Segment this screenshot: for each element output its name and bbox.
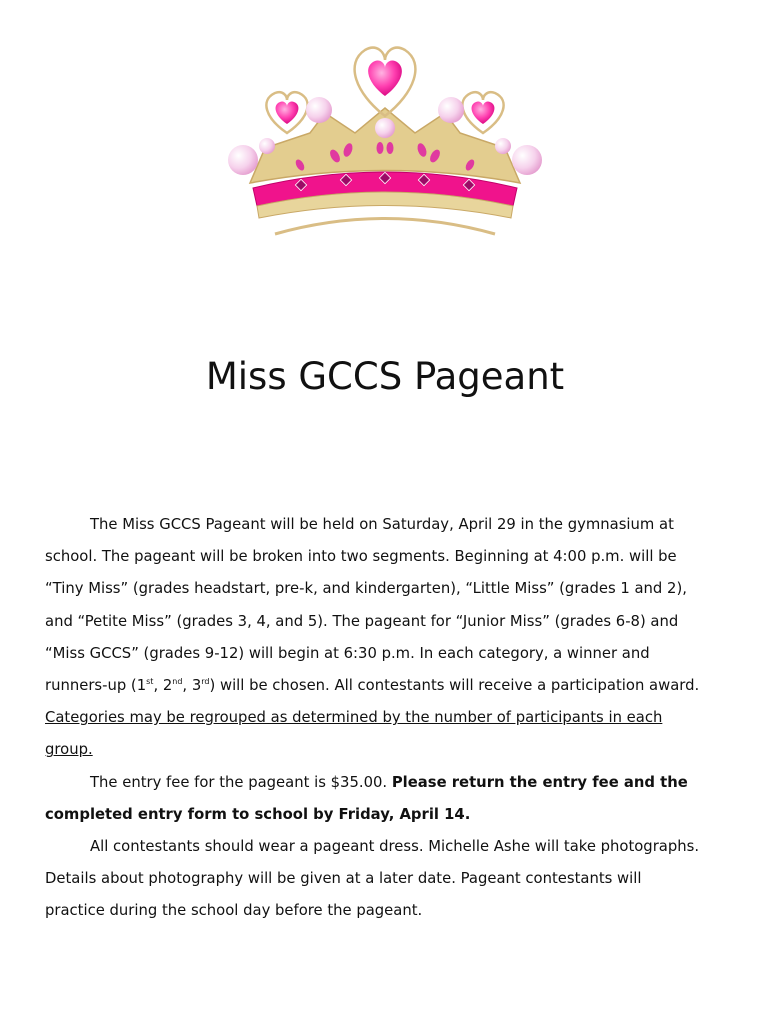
page-title: Miss GCCS Pageant: [205, 355, 565, 398]
entry-fee-text: The entry fee for the pageant is $35.00.: [90, 773, 392, 791]
ordinal-sep-3: , 3: [182, 677, 202, 695]
regroup-note: Categories may be regrouped as determined by the number of participants in each group.: [45, 709, 663, 759]
ordinal-suffix-1: st: [146, 677, 154, 687]
paragraph-entry-fee: [45, 767, 705, 831]
body-text: [45, 509, 705, 928]
crown-icon: [215, 38, 555, 248]
ordinal-suffix-2: nd: [172, 677, 183, 687]
entry-deadline-text: Please return the entry fee and the completed entry form to school by Friday, April 14.: [45, 773, 688, 823]
ordinal-sep-2: , 2: [153, 677, 173, 695]
dress-photography-text: All contestants should wear a pageant dress. Michelle Ashe will take photographs. Details about photography will be given at a later date. Pageant contestants will practice during the school day before the pageant.: [45, 838, 700, 920]
paragraph-schedule: [45, 509, 705, 767]
paragraph-dress-photography: [45, 831, 705, 928]
award-text: ) will be chosen. All contestants will receive a participation award.: [209, 677, 700, 695]
ordinal-suffix-3: rd: [201, 677, 210, 687]
schedule-text: The Miss GCCS Pageant will be held on Saturday, April 29 in the gymnasium at school. The pageant will be broken into two segments. Beginning at 4:00 p.m. will be “Tiny Miss” (grades headstart, pre-k, and kindergarten), “Little Miss” (grades 1 and 2), and “Petite Miss” (grades 3, 4, and 5). The pageant for “Junior Miss” (grades 6-8) and “Miss GCCS” (grades 9-12) will begin at 6:30 p.m. In each category, a winner and runners-up (1: [45, 516, 687, 695]
